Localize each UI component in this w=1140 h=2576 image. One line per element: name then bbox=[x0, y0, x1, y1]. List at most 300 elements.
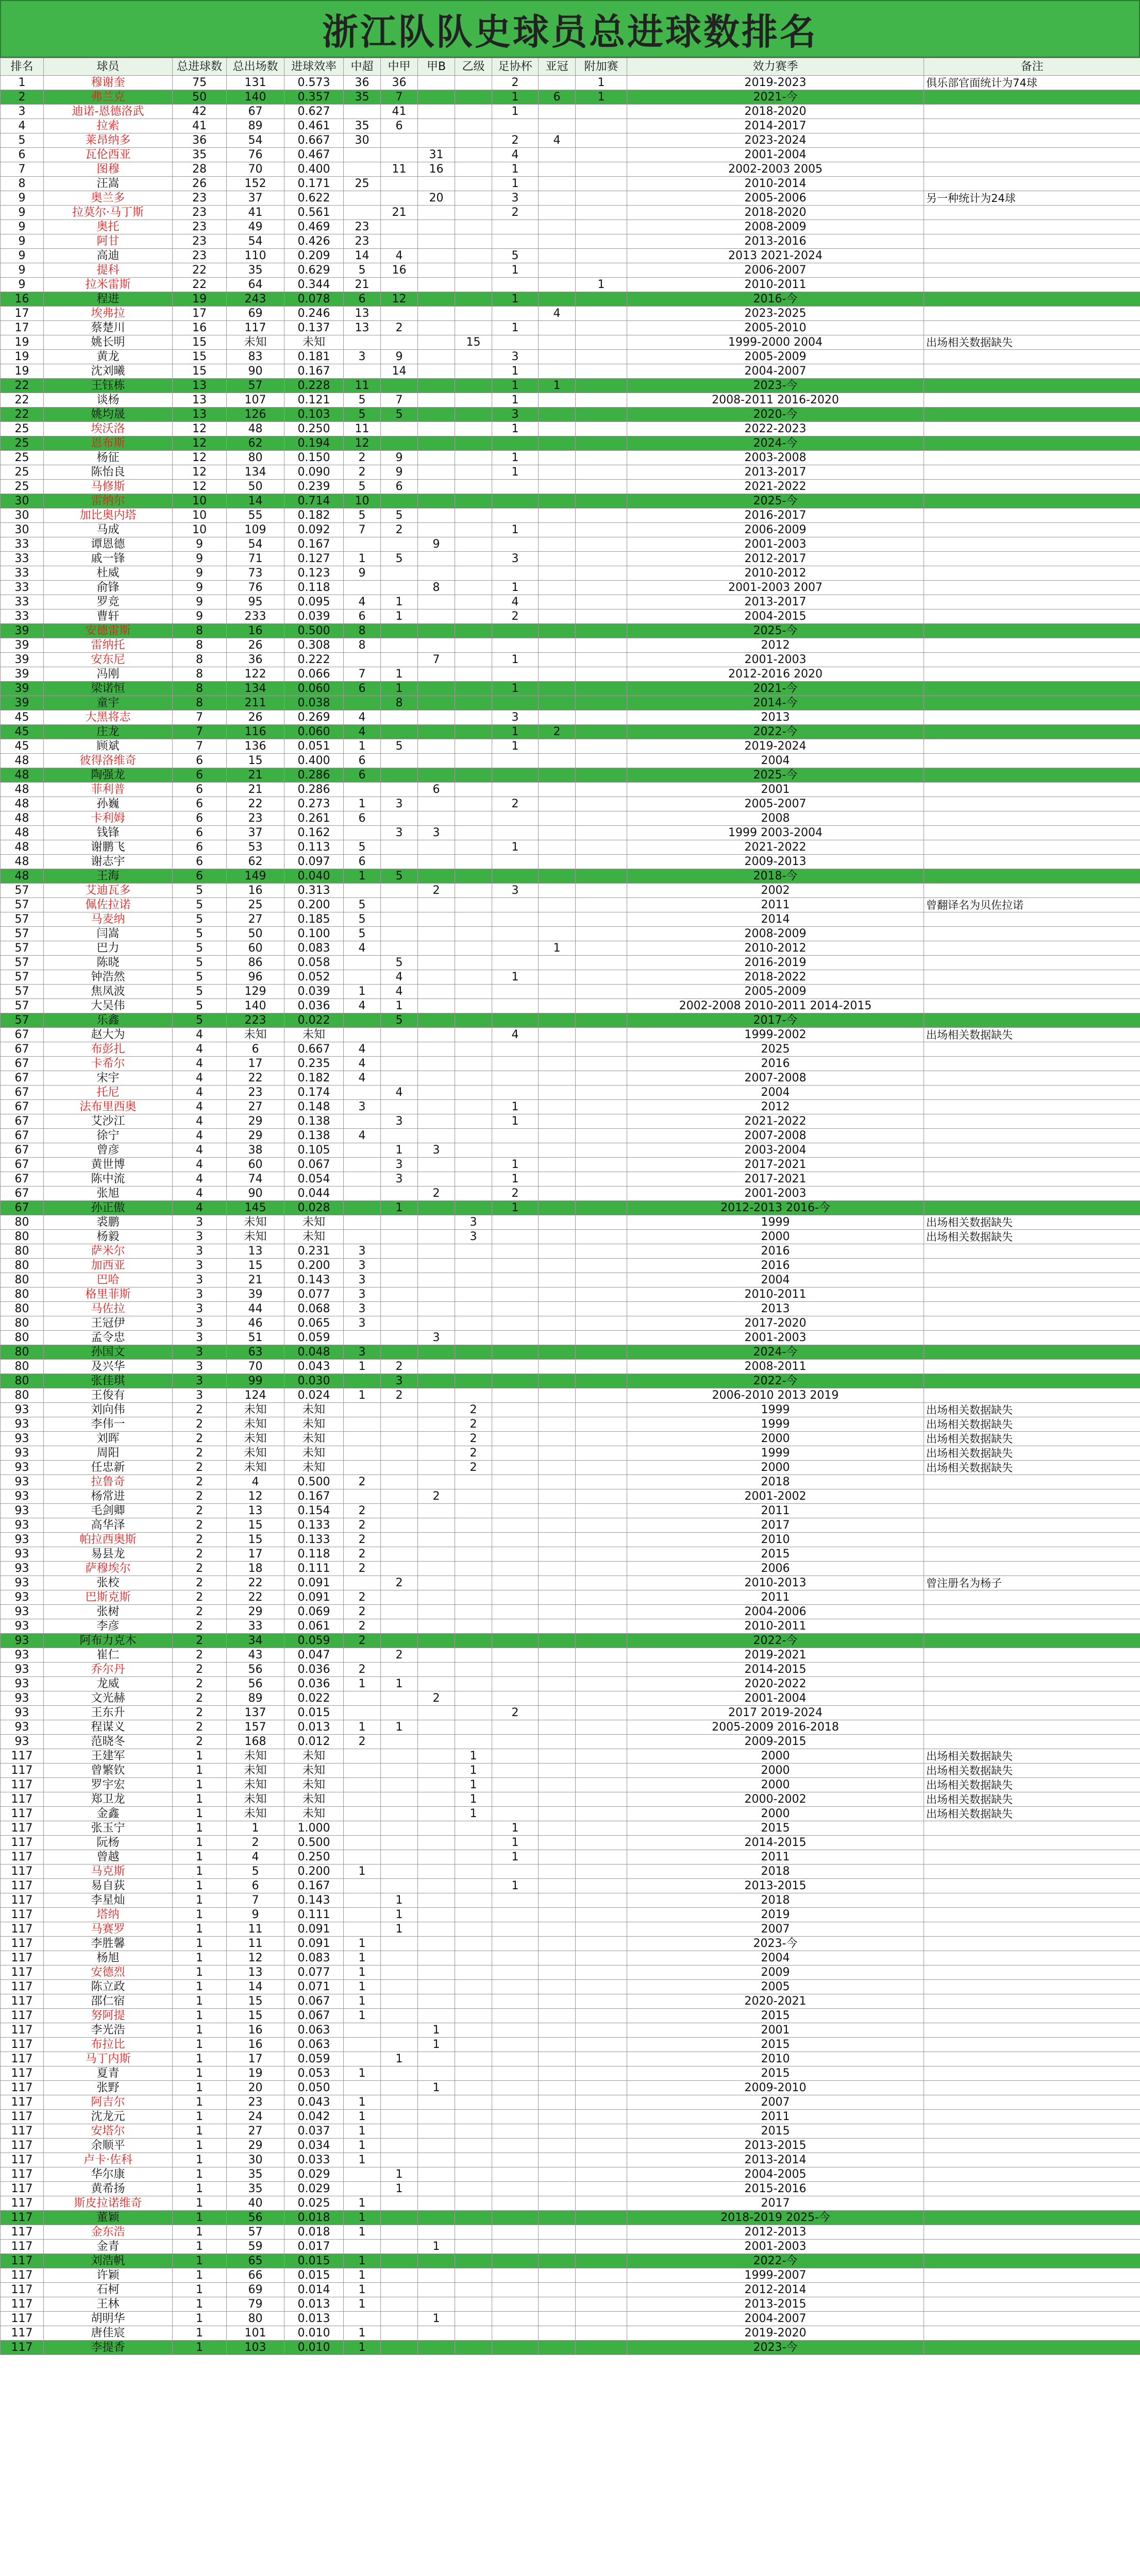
table-cell: 陈立政 bbox=[44, 1980, 173, 1994]
table-cell bbox=[539, 523, 576, 537]
table-cell: 46 bbox=[227, 1316, 284, 1331]
table-cell: 0.077 bbox=[284, 1287, 344, 1302]
table-cell: 34 bbox=[227, 1634, 284, 1648]
table-row bbox=[1, 1432, 1140, 1446]
table-cell bbox=[576, 1042, 627, 1057]
table-cell bbox=[455, 2009, 492, 2023]
table-cell: 25 bbox=[1, 436, 44, 451]
table-cell: 2 bbox=[492, 133, 539, 148]
table-cell bbox=[418, 408, 455, 422]
table-cell: 1 bbox=[344, 2225, 381, 2240]
table-cell bbox=[576, 783, 627, 797]
table-cell: 2015 bbox=[627, 1547, 924, 1562]
table-cell bbox=[924, 869, 1140, 884]
table-cell: 唐佳宸 bbox=[44, 2326, 173, 2341]
table-cell: 0.013 bbox=[284, 2312, 344, 2326]
table-cell bbox=[924, 1937, 1140, 1951]
table-row bbox=[1, 1086, 1140, 1100]
table-cell: 1 bbox=[492, 451, 539, 465]
table-cell: 0.036 bbox=[284, 1677, 344, 1691]
table-cell bbox=[924, 638, 1140, 653]
table-cell: 5 bbox=[173, 985, 227, 999]
table-cell: 117 bbox=[1, 2268, 44, 2283]
table-cell bbox=[576, 321, 627, 335]
table-cell bbox=[381, 2023, 418, 2038]
table-cell: 1 bbox=[455, 1807, 492, 1821]
table-cell bbox=[539, 177, 576, 191]
table-row bbox=[1, 1619, 1140, 1634]
table-cell: 1 bbox=[173, 2167, 227, 2182]
table-cell: 27 bbox=[227, 912, 284, 927]
table-cell bbox=[576, 480, 627, 494]
table-row bbox=[1, 1965, 1140, 1980]
table-cell bbox=[924, 1086, 1140, 1100]
table-cell: 0.182 bbox=[284, 1071, 344, 1086]
table-cell: 117 bbox=[1, 2139, 44, 2153]
table-cell bbox=[539, 970, 576, 985]
table-cell: 3 bbox=[381, 1158, 418, 1172]
table-cell bbox=[455, 2268, 492, 2283]
table-row bbox=[1, 1980, 1140, 1994]
table-cell: 15 bbox=[227, 1533, 284, 1547]
table-cell bbox=[492, 1937, 539, 1951]
table-cell: 2009 bbox=[627, 1965, 924, 1980]
table-cell bbox=[418, 2139, 455, 2153]
table-row bbox=[1, 2312, 1140, 2326]
table-cell bbox=[418, 1648, 455, 1663]
table-cell: 4 bbox=[381, 970, 418, 985]
table-cell: 48 bbox=[1, 768, 44, 783]
table-row bbox=[1, 667, 1140, 682]
table-cell: 80 bbox=[1, 1259, 44, 1273]
table-cell bbox=[576, 682, 627, 696]
table-cell bbox=[492, 2341, 539, 2355]
table-cell: 0.060 bbox=[284, 725, 344, 739]
table-cell bbox=[418, 1764, 455, 1778]
table-cell bbox=[539, 1865, 576, 1879]
table-cell bbox=[344, 826, 381, 840]
table-cell bbox=[455, 811, 492, 826]
table-cell: 2019-2021 bbox=[627, 1648, 924, 1663]
table-cell: 2005-2009 bbox=[627, 985, 924, 999]
table-cell bbox=[576, 133, 627, 148]
table-cell bbox=[924, 1158, 1140, 1172]
table-cell: 布彭扎 bbox=[44, 1042, 173, 1057]
table-cell bbox=[539, 710, 576, 725]
table-cell: 王建军 bbox=[44, 1749, 173, 1764]
table-cell bbox=[455, 898, 492, 912]
table-cell: 2013-2017 bbox=[627, 595, 924, 609]
table-cell: 95 bbox=[227, 595, 284, 609]
table-cell bbox=[344, 653, 381, 667]
table-cell: 2021-今 bbox=[627, 90, 924, 105]
table-cell: 6 bbox=[344, 768, 381, 783]
table-cell bbox=[924, 451, 1140, 465]
table-row bbox=[1, 581, 1140, 595]
table-cell bbox=[418, 2268, 455, 2283]
table-cell: 2000 bbox=[627, 1764, 924, 1778]
table-cell: 1 bbox=[344, 2196, 381, 2211]
table-cell bbox=[381, 1316, 418, 1331]
table-cell: 1 bbox=[381, 1908, 418, 1922]
table-cell: 90 bbox=[227, 1187, 284, 1201]
table-cell: 提科 bbox=[44, 263, 173, 278]
table-cell bbox=[576, 739, 627, 754]
table-cell bbox=[492, 2009, 539, 2023]
table-cell: 1 bbox=[1, 76, 44, 90]
table-cell bbox=[418, 1980, 455, 1994]
table-cell: 穆谢奎 bbox=[44, 76, 173, 90]
table-cell bbox=[381, 1287, 418, 1302]
table-cell: 117 bbox=[1, 2167, 44, 2182]
table-cell: 26 bbox=[227, 638, 284, 653]
table-cell: 3 bbox=[344, 1287, 381, 1302]
table-cell bbox=[455, 278, 492, 292]
table-cell: 140 bbox=[227, 90, 284, 105]
table-cell: 4 bbox=[344, 999, 381, 1013]
table-cell: 56 bbox=[227, 1663, 284, 1677]
table-cell: 乔尔丹 bbox=[44, 1663, 173, 1677]
table-cell bbox=[576, 1158, 627, 1172]
table-cell: 12 bbox=[381, 292, 418, 307]
table-cell: 0.400 bbox=[284, 162, 344, 177]
table-cell: 2019 bbox=[627, 1908, 924, 1922]
table-cell: 出场相关数据缺失 bbox=[924, 1028, 1140, 1042]
table-cell bbox=[381, 1518, 418, 1533]
table-cell: 童宇 bbox=[44, 696, 173, 710]
table-cell bbox=[492, 1547, 539, 1562]
table-cell: 3 bbox=[344, 1316, 381, 1331]
table-cell: 9 bbox=[1, 278, 44, 292]
table-cell: 余顺平 bbox=[44, 2139, 173, 2153]
table-cell: 2000 bbox=[627, 1461, 924, 1475]
table-cell bbox=[539, 2110, 576, 2124]
table-cell: 7 bbox=[344, 667, 381, 682]
table-cell bbox=[539, 1316, 576, 1331]
table-row bbox=[1, 2283, 1140, 2297]
column-header: 亚冠 bbox=[539, 58, 576, 76]
table-cell: 9 bbox=[1, 206, 44, 220]
table-cell bbox=[539, 1807, 576, 1821]
table-cell: 1 bbox=[344, 1865, 381, 1879]
table-cell: 1 bbox=[492, 321, 539, 335]
table-cell bbox=[924, 1201, 1140, 1215]
table-cell bbox=[539, 811, 576, 826]
table-cell bbox=[576, 206, 627, 220]
table-cell bbox=[455, 408, 492, 422]
table-cell: 5 bbox=[173, 956, 227, 970]
table-cell: 22 bbox=[227, 1590, 284, 1605]
table-row bbox=[1, 2297, 1140, 2312]
table-cell bbox=[576, 1417, 627, 1432]
table-row bbox=[1, 2124, 1140, 2139]
table-cell bbox=[418, 855, 455, 869]
table-cell bbox=[492, 537, 539, 552]
table-cell: 93 bbox=[1, 1720, 44, 1735]
table-cell bbox=[418, 1042, 455, 1057]
table-cell bbox=[418, 1807, 455, 1821]
table-cell: 未知 bbox=[284, 1028, 344, 1042]
table-cell bbox=[492, 2326, 539, 2341]
table-cell: 罗宇宏 bbox=[44, 1778, 173, 1792]
table-cell: 曾彦 bbox=[44, 1143, 173, 1158]
table-cell bbox=[924, 2023, 1140, 2038]
table-cell: 未知 bbox=[227, 1461, 284, 1475]
table-cell bbox=[539, 1086, 576, 1100]
table-cell: 23 bbox=[173, 220, 227, 234]
table-cell bbox=[924, 1489, 1140, 1504]
table-cell: 2018 bbox=[627, 1865, 924, 1879]
table-cell bbox=[492, 912, 539, 927]
table-cell bbox=[539, 1634, 576, 1648]
table-cell: 48 bbox=[1, 840, 44, 855]
table-cell: 2012-2016 2020 bbox=[627, 667, 924, 682]
table-cell bbox=[492, 234, 539, 249]
table-cell bbox=[539, 1071, 576, 1086]
table-cell bbox=[924, 177, 1140, 191]
table-cell bbox=[455, 2110, 492, 2124]
table-cell bbox=[539, 1158, 576, 1172]
table-cell bbox=[576, 1908, 627, 1922]
table-cell: 曾翻译名为贝佐拉诺 bbox=[924, 898, 1140, 912]
table-cell bbox=[576, 1663, 627, 1677]
table-cell: 22 bbox=[173, 263, 227, 278]
table-cell: 8 bbox=[344, 638, 381, 653]
table-row bbox=[1, 2110, 1140, 2124]
table-cell bbox=[539, 1388, 576, 1403]
table-cell bbox=[492, 826, 539, 840]
table-cell: 71 bbox=[227, 552, 284, 566]
table-row bbox=[1, 119, 1140, 133]
table-cell: 2015-2016 bbox=[627, 2182, 924, 2196]
table-cell: 80 bbox=[1, 1331, 44, 1345]
table-cell: 2017 2019-2024 bbox=[627, 1706, 924, 1720]
table-cell bbox=[576, 1446, 627, 1461]
table-cell: 0.048 bbox=[284, 1345, 344, 1360]
table-cell bbox=[492, 1143, 539, 1158]
table-cell: 19 bbox=[173, 292, 227, 307]
table-row bbox=[1, 2038, 1140, 2052]
table-cell: 2025-今 bbox=[627, 768, 924, 783]
table-cell: 0.059 bbox=[284, 1634, 344, 1648]
table-cell bbox=[576, 1922, 627, 1937]
table-cell bbox=[418, 1576, 455, 1590]
table-cell bbox=[924, 912, 1140, 927]
table-cell bbox=[576, 1302, 627, 1316]
table-cell: 1 bbox=[173, 2052, 227, 2066]
table-cell: 2015 bbox=[627, 2066, 924, 2081]
table-cell: 0.022 bbox=[284, 1691, 344, 1706]
table-cell bbox=[381, 2326, 418, 2341]
table-cell bbox=[418, 451, 455, 465]
table-cell bbox=[576, 1965, 627, 1980]
table-cell bbox=[455, 1331, 492, 1345]
table-cell bbox=[539, 2341, 576, 2355]
table-cell: 30 bbox=[344, 133, 381, 148]
table-cell: 2 bbox=[418, 884, 455, 898]
table-cell bbox=[492, 1504, 539, 1518]
table-cell: 48 bbox=[1, 754, 44, 768]
table-cell: 26 bbox=[173, 177, 227, 191]
table-cell bbox=[924, 999, 1140, 1013]
table-cell: 2022-今 bbox=[627, 1374, 924, 1388]
table-cell: 0.118 bbox=[284, 1547, 344, 1562]
table-cell bbox=[492, 1735, 539, 1749]
table-cell bbox=[576, 191, 627, 206]
table-cell bbox=[924, 1821, 1140, 1836]
table-cell: 117 bbox=[1, 1792, 44, 1807]
table-cell: 0.010 bbox=[284, 2326, 344, 2341]
table-cell bbox=[576, 249, 627, 263]
table-cell bbox=[381, 1042, 418, 1057]
table-cell bbox=[924, 552, 1140, 566]
table-cell bbox=[924, 1302, 1140, 1316]
table-cell: 乐鑫 bbox=[44, 1013, 173, 1028]
table-cell: 0.018 bbox=[284, 2211, 344, 2225]
table-cell: 1 bbox=[173, 2038, 227, 2052]
table-cell bbox=[344, 2023, 381, 2038]
table-cell bbox=[418, 1446, 455, 1461]
table-cell: 41 bbox=[227, 206, 284, 220]
table-cell: 李胜馨 bbox=[44, 1937, 173, 1951]
table-cell: 张野 bbox=[44, 2081, 173, 2095]
table-cell bbox=[924, 1836, 1140, 1850]
table-cell: 3 bbox=[344, 1273, 381, 1287]
table-cell: 5 bbox=[344, 509, 381, 523]
table-cell bbox=[455, 696, 492, 710]
table-cell: 27 bbox=[227, 2124, 284, 2139]
table-row bbox=[1, 2196, 1140, 2211]
table-cell: 117 bbox=[1, 1807, 44, 1821]
table-cell bbox=[576, 1821, 627, 1836]
table-cell bbox=[381, 912, 418, 927]
table-cell bbox=[418, 956, 455, 970]
table-cell bbox=[455, 710, 492, 725]
table-cell bbox=[576, 451, 627, 465]
table-cell bbox=[492, 1677, 539, 1691]
table-cell bbox=[381, 2225, 418, 2240]
table-cell: 0.561 bbox=[284, 206, 344, 220]
table-cell: 39 bbox=[1, 653, 44, 667]
table-cell: 0.029 bbox=[284, 2167, 344, 2182]
table-cell: 未知 bbox=[284, 1403, 344, 1417]
table-cell bbox=[492, 1417, 539, 1432]
table-cell bbox=[492, 1316, 539, 1331]
table-cell: 33 bbox=[227, 1619, 284, 1634]
table-cell bbox=[492, 1533, 539, 1547]
table-cell: 3 bbox=[381, 1172, 418, 1187]
table-cell: 2014 bbox=[627, 912, 924, 927]
table-cell: 93 bbox=[1, 1446, 44, 1461]
table-cell: 未知 bbox=[284, 1432, 344, 1446]
table-cell: 2 bbox=[173, 1417, 227, 1432]
table-cell: 2001-2003 bbox=[627, 1331, 924, 1345]
table-cell: 1 bbox=[381, 1201, 418, 1215]
table-cell: 6 bbox=[381, 480, 418, 494]
table-row bbox=[1, 566, 1140, 581]
table-cell bbox=[539, 1994, 576, 2009]
table-cell: 117 bbox=[1, 1908, 44, 1922]
table-cell: 1 bbox=[344, 552, 381, 566]
table-row bbox=[1, 2009, 1140, 2023]
table-cell bbox=[924, 1331, 1140, 1345]
table-cell: 9 bbox=[173, 566, 227, 581]
table-cell: 萨米尔 bbox=[44, 1244, 173, 1259]
table-cell: 0.194 bbox=[284, 436, 344, 451]
table-row bbox=[1, 2240, 1140, 2254]
table-cell bbox=[924, 609, 1140, 624]
table-cell bbox=[539, 1417, 576, 1432]
table-cell: 0.091 bbox=[284, 1576, 344, 1590]
table-cell bbox=[455, 797, 492, 811]
table-cell: 王冠伊 bbox=[44, 1316, 173, 1331]
table-row bbox=[1, 855, 1140, 869]
table-cell: 2 bbox=[173, 1518, 227, 1533]
table-cell: 0.269 bbox=[284, 710, 344, 725]
table-cell bbox=[492, 1965, 539, 1980]
table-cell bbox=[381, 1937, 418, 1951]
table-cell bbox=[418, 1259, 455, 1273]
table-cell: 崔仁 bbox=[44, 1648, 173, 1663]
table-cell: 2010 bbox=[627, 1533, 924, 1547]
table-cell: 1 bbox=[492, 523, 539, 537]
table-cell: 高华泽 bbox=[44, 1518, 173, 1533]
table-cell bbox=[455, 2124, 492, 2139]
table-cell: 56 bbox=[227, 2211, 284, 2225]
table-cell: 0.034 bbox=[284, 2139, 344, 2153]
table-cell bbox=[492, 1908, 539, 1922]
table-cell bbox=[418, 1778, 455, 1792]
table-cell: 5 bbox=[173, 898, 227, 912]
table-cell bbox=[924, 1259, 1140, 1273]
table-cell: 未知 bbox=[284, 1792, 344, 1807]
table-cell: 15 bbox=[227, 1259, 284, 1273]
table-cell: 16 bbox=[227, 2023, 284, 2038]
table-cell: 0.111 bbox=[284, 1562, 344, 1576]
table-cell: 1 bbox=[344, 2124, 381, 2139]
table-cell: 117 bbox=[1, 2095, 44, 2110]
table-cell: 149 bbox=[227, 869, 284, 884]
table-cell bbox=[492, 2124, 539, 2139]
table-row bbox=[1, 2341, 1140, 2355]
table-cell: 4 bbox=[344, 1129, 381, 1143]
table-cell bbox=[539, 2124, 576, 2139]
table-cell bbox=[418, 1663, 455, 1677]
table-cell bbox=[539, 105, 576, 119]
table-cell bbox=[492, 696, 539, 710]
table-cell: 1 bbox=[344, 1677, 381, 1691]
table-cell: 2013 bbox=[627, 1302, 924, 1316]
table-cell: 2 bbox=[344, 451, 381, 465]
table-cell: 0.029 bbox=[284, 2182, 344, 2196]
table-cell: 1 bbox=[418, 2312, 455, 2326]
table-cell: 0.095 bbox=[284, 595, 344, 609]
table-cell: 努阿提 bbox=[44, 2009, 173, 2023]
table-cell bbox=[576, 826, 627, 840]
table-row bbox=[1, 2052, 1140, 2066]
table-cell: 2004 bbox=[627, 1086, 924, 1100]
table-cell bbox=[924, 1013, 1140, 1028]
table-cell bbox=[381, 927, 418, 941]
table-cell bbox=[381, 379, 418, 393]
table-cell bbox=[539, 840, 576, 855]
table-cell: 未知 bbox=[227, 1807, 284, 1821]
table-cell: 出场相关数据缺失 bbox=[924, 1446, 1140, 1461]
table-cell bbox=[924, 393, 1140, 408]
table-cell bbox=[455, 1691, 492, 1706]
table-row bbox=[1, 1201, 1140, 1215]
table-cell: 57 bbox=[1, 1013, 44, 1028]
